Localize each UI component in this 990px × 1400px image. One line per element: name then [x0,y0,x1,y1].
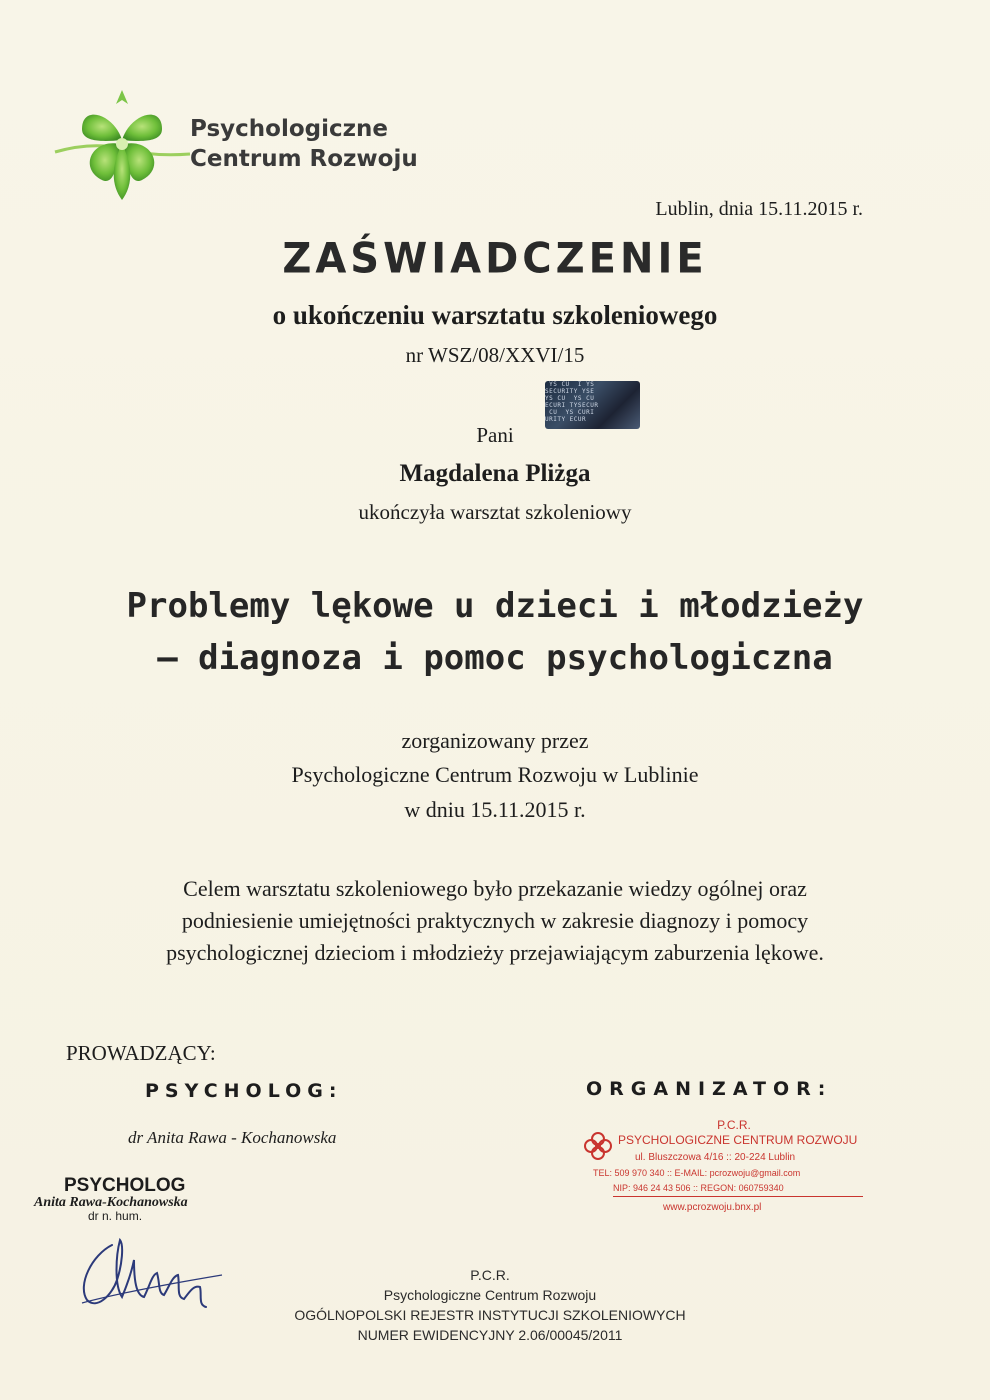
organizer-stamp [580,1118,870,1213]
handwritten-signature [72,1225,232,1320]
org-stamp-registry: NIP: 946 24 43 506 :: REGON: 060759340 [613,1183,863,1197]
purpose-paragraph [0,873,990,969]
completed-text: ukończyła warsztat szkoleniowy [358,500,632,524]
salutation: Pani [476,423,514,447]
footer-line-3: OGÓLNOPOLSKI REJESTR INSTYTUCJI SZKOLENIOWYCH [294,1307,686,1323]
flower-icon [582,1130,614,1162]
logo-line-1: Psychologiczne [190,116,388,142]
purpose-line-1: Celem warsztatu szkoleniowego było przekazanie wiedzy ogólnej oraz [183,876,807,901]
psychologist-stamp [34,1175,234,1223]
course-title [0,580,990,684]
certificate-title: ZAŚWIADCZENIE [282,234,708,284]
hologram-text: SECURITY [545,388,578,395]
org-stamp-address: ul. Bluszczowa 4/16 :: 20-224 Lublin [635,1152,796,1163]
lead-label: PROWADZĄCY: [66,1041,216,1065]
issue-date: Lublin, dnia 15.11.2015 r. [655,198,863,220]
logo-text [190,114,418,174]
purpose-line-2: podniesienie umiejętności praktycznych w zakresie diagnozy i pomocy [181,908,809,933]
footer-line-1: P.C.R. [470,1267,510,1283]
org-stamp-line-2: PSYCHOLOGICZNE CENTRUM ROZWOJU [618,1133,858,1147]
clover-logo-icon [50,82,200,212]
footer-line-2: Psychologiczne Centrum Rozwoju [383,1287,597,1303]
recipient-name: Magdalena Pliżga [399,460,591,487]
footer-line-4: NUMER EWIDENCYJNY 2.06/00045/2011 [357,1327,623,1343]
organized-by-label: zorganizowany przez [401,728,589,753]
org-stamp-line-1: P.C.R. [717,1118,751,1132]
psych-stamp-line-3: dr n. hum. [88,1209,143,1223]
org-stamp-contact: TEL: 509 970 340 :: E-MAIL: pcrozwoju@gmail.com [593,1168,801,1178]
psych-stamp-line-1: PSYCHOLOG [64,1175,186,1196]
psychologist-name: dr Anita Rawa - Kochanowska [128,1128,337,1147]
footer [230,1265,750,1345]
organizer-name: Psychologiczne Centrum Rozwoju w Lublinie [291,762,699,787]
course-title-line-1: Problemy lękowe u dzieci i młodzieży [126,586,864,626]
psychologist-label: PSYCHOLOG: [145,1080,343,1102]
event-date: w dniu 15.11.2015 r. [404,797,586,822]
security-hologram: YS CU I YS SECURITY YSE YS CU YS CU ECURI TYSECUR CU YS CURI URITY ECUR [545,381,640,429]
course-title-line-2: – diagnoza i pomoc psychologiczna [157,638,833,678]
psych-stamp-line-2: Anita Rawa-Kochanowska [34,1195,188,1210]
org-stamp-website: www.pcrozwoju.bnx.pl [663,1202,762,1213]
organizer-label: ORGANIZATOR: [586,1078,833,1100]
certificate-number: nr WSZ/08/XXVI/15 [405,343,585,367]
certificate-subtitle: o ukończeniu warsztatu szkoleniowego [272,300,718,330]
purpose-line-3: psychologicznej dzieciom i młodzieży przejawiającym zaburzenia lękowe. [166,940,824,965]
logo-line-2: Centrum Rozwoju [190,146,418,172]
